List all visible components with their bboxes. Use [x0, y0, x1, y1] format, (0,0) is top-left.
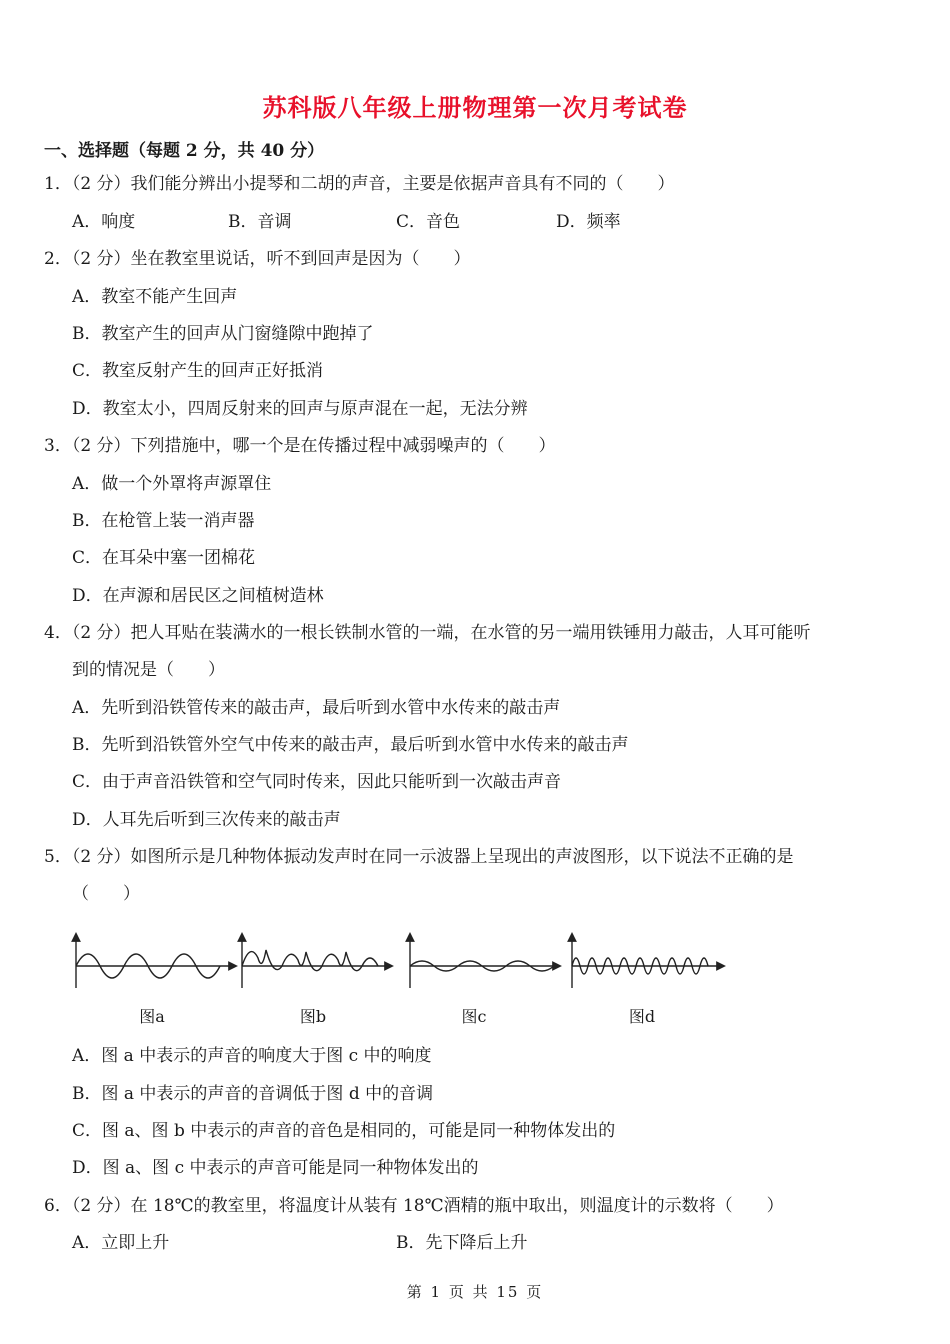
page-title: 苏科版八年级上册物理第一次月考试卷 — [262, 93, 688, 122]
option: A．先听到沿铁管传来的敲击声，最后听到水管中水传来的敲击声 — [72, 698, 561, 718]
question-stem-continued: （ ） — [72, 884, 140, 904]
option: B．教室产生的回声从门窗缝隙中跑掉了 — [72, 324, 374, 344]
option: D．图 a、图 c 中表示的声音可能是同一种物体发出的 — [72, 1158, 479, 1178]
waveform-figure — [60, 928, 740, 998]
option: D．在声源和居民区之间植树造林 — [72, 586, 324, 606]
option: B．先下降后上升 — [396, 1233, 528, 1253]
option: B．音调 — [228, 212, 292, 232]
figure-label-a: 图a — [139, 1007, 165, 1026]
waveform-b — [242, 934, 392, 988]
option: D．人耳先后听到三次传来的敲击声 — [72, 810, 341, 830]
question-stem: 5．（2 分）如图所示是几种物体振动发声时在同一示波器上呈现出的声波图形，以下说法不正确的是 — [44, 847, 794, 867]
waveform-a — [76, 934, 236, 988]
option: A．响度 — [72, 212, 136, 232]
waveform-c — [410, 934, 560, 988]
question-stem: 3．（2 分）下列措施中，哪一个是在传播过程中减弱噪声的（ ） — [44, 436, 556, 456]
option: C．音色 — [396, 212, 461, 232]
section-heading: 一、选择题（每题 2 分，共 40 分） — [44, 141, 325, 161]
option: B．在枪管上装一消声器 — [72, 511, 255, 531]
option: C．在耳朵中塞一团棉花 — [72, 548, 256, 568]
page-footer: 第 1 页 共 15 页 — [406, 1283, 544, 1301]
option: A．做一个外罩将声源罩住 — [72, 474, 272, 494]
question-stem: 2．（2 分）坐在教室里说话，听不到回声是因为（ ） — [44, 249, 471, 269]
option: A．图 a 中表示的声音的响度大于图 c 中的响度 — [72, 1046, 432, 1066]
question-stem-continued: 到的情况是（ ） — [72, 660, 225, 680]
option: C．图 a、图 b 中表示的声音的音色是相同的，可能是同一种物体发出的 — [72, 1121, 616, 1141]
figure-label-b: 图b — [299, 1007, 327, 1026]
option: D．频率 — [556, 212, 621, 232]
question-stem: 6．（2 分）在 18℃的教室里，将温度计从装有 18℃酒精的瓶中取出，则温度计的示数将（ ） — [44, 1196, 784, 1216]
option: D．教室太小，四周反射来的回声与原声混在一起，无法分辨 — [72, 399, 528, 419]
option: C．教室反射产生的回声正好抵消 — [72, 361, 324, 381]
waveform-d — [572, 934, 724, 988]
option: C．由于声音沿铁管和空气同时传来，因此只能听到一次敲击声音 — [72, 772, 562, 792]
figure-label-c: 图c — [461, 1007, 487, 1026]
figure-label-d: 图d — [628, 1007, 656, 1026]
option: A．立即上升 — [72, 1233, 170, 1253]
option: B．图 a 中表示的声音的音调低于图 d 中的音调 — [72, 1084, 434, 1104]
option: B．先听到沿铁管外空气中传来的敲击声，最后听到水管中水传来的敲击声 — [72, 735, 629, 755]
question-stem: 4．（2 分）把人耳贴在装满水的一根长铁制水管的一端，在水管的另一端用铁锤用力敲击，人耳可能听 — [44, 623, 811, 643]
question-stem: 1．（2 分）我们能分辨出小提琴和二胡的声音，主要是依据声音具有不同的（ ） — [44, 174, 675, 194]
option: A．教室不能产生回声 — [72, 287, 238, 307]
